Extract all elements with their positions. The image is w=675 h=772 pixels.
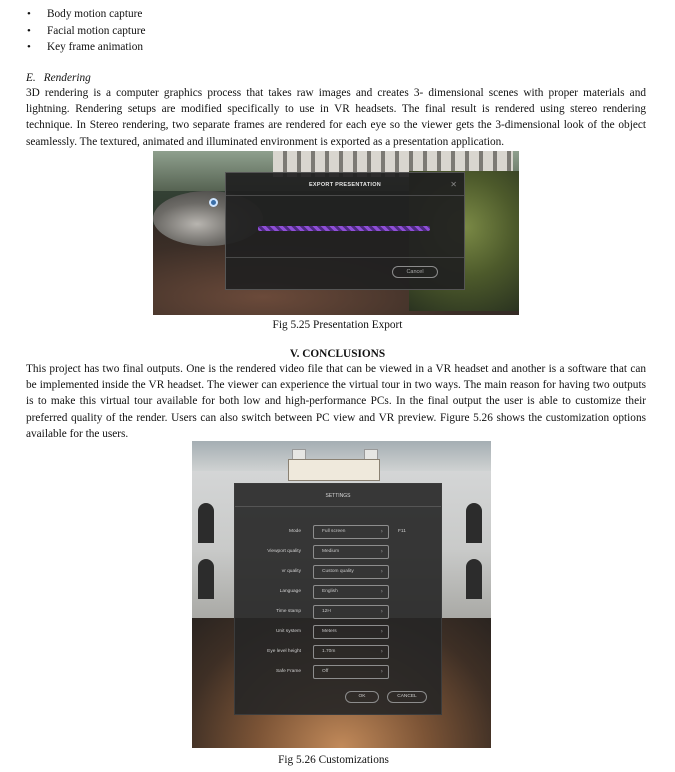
location-marker-icon[interactable]: [209, 198, 218, 207]
section-heading-rendering: [26, 70, 91, 86]
chevron-right-icon: ›: [380, 668, 383, 675]
shortcut-hint: F11: [398, 529, 406, 534]
bullet-list: [26, 6, 646, 56]
chevron-right-icon: ›: [380, 608, 383, 615]
section-heading-conclusions: V. CONCLUSIONS: [289, 348, 386, 360]
close-icon[interactable]: ✕: [450, 180, 457, 189]
setting-row-safe-frame: [235, 665, 441, 680]
bullet-text: Key frame animation: [47, 41, 143, 53]
setting-label: Time stamp: [276, 609, 301, 614]
cancel-button[interactable]: Cancel: [392, 266, 438, 278]
chevron-right-icon: ›: [380, 548, 383, 555]
unit-system-select[interactable]: [313, 625, 389, 639]
language-select[interactable]: [313, 585, 389, 599]
figure-presentation-export: [153, 151, 519, 315]
vr-quality-select[interactable]: [313, 565, 389, 579]
chevron-right-icon: ›: [380, 528, 383, 535]
bullet-icon: •: [27, 41, 31, 53]
conclusions-paragraph: This project has two final outputs. One is the rendered video file that can be viewed in a VR headset and another is a software that can be implemented inside the VR headset. The viewer can experience the virtual tour in two ways. The main reason for having two outputs is to make this virtual tour available for both low and high-performance PCs. In the final output the user is able to customize their preferred quality of the render. Users can also switch between PC view and VR preview. Figure 5.26 shows the customization options available for the users.: [26, 363, 646, 440]
setting-value: Medium: [322, 549, 340, 554]
rendering-paragraph: 3D rendering is a computer graphics process that takes raw images and creates 3- dimensional scenes with proper materials and lightning. Rendering setups are modified specifically to use in VR headsets. The final result is rendered using stereo rendering technique. In Stereo rendering, two separate frames are rendered for each eye so the viewer gets the 3-dimensional look of the object seamlessly. The textured, animated and illuminated environment is exported as a presentation application.: [26, 87, 646, 148]
viewport-quality-select[interactable]: [313, 545, 389, 559]
setting-row-time-stamp: [235, 605, 441, 620]
setting-label: Viewport quality: [267, 549, 301, 554]
time-stamp-select[interactable]: [313, 605, 389, 619]
setting-row-eye-level-height: [235, 645, 441, 660]
bullet-text: Body motion capture: [47, 8, 143, 20]
dialog-divider: [226, 195, 464, 196]
dialog-divider: [226, 257, 464, 258]
bullet-icon: •: [27, 8, 31, 20]
setting-row-vr-quality: [235, 565, 441, 580]
figure-customizations: [192, 441, 491, 748]
chevron-right-icon: ›: [380, 588, 383, 595]
settings-dialog: [234, 483, 442, 715]
chevron-right-icon: ›: [380, 628, 383, 635]
section-number: E.: [26, 72, 36, 84]
dialog-title: SETTINGS: [325, 493, 351, 499]
section-title: Rendering: [43, 72, 91, 84]
dialog-title: EXPORT PRESENTATION: [308, 182, 382, 188]
bullet-icon: •: [27, 24, 31, 37]
setting-value: English: [322, 589, 338, 594]
cancel-button[interactable]: CANCEL: [387, 691, 427, 703]
scene-window: [466, 503, 482, 543]
setting-label: Eye level height: [267, 649, 301, 654]
scene-window: [198, 503, 214, 543]
figure-caption: Fig 5.25 Presentation Export: [272, 319, 403, 331]
setting-label: vr quality: [281, 569, 301, 574]
setting-label: Safe Frame: [275, 669, 301, 674]
setting-row-mode: [235, 525, 441, 540]
setting-value: Off: [322, 669, 329, 674]
setting-row-language: [235, 585, 441, 600]
figure-caption: Fig 5.26 Customizations: [278, 754, 389, 766]
setting-value: 1.70m: [322, 649, 336, 654]
bullet-item: [26, 23, 646, 40]
building-sign: [288, 459, 380, 481]
bullet-item: [26, 39, 646, 56]
eye-level-height-input[interactable]: [313, 645, 389, 659]
dialog-divider: [235, 506, 441, 507]
setting-value: Custom quality: [322, 569, 354, 574]
setting-value: Full screen: [322, 529, 346, 534]
bullet-item: [26, 6, 646, 23]
ok-button[interactable]: OK: [345, 691, 379, 703]
setting-row-unit-system: [235, 625, 441, 640]
export-dialog: [225, 172, 465, 290]
setting-label: Unit system: [275, 629, 301, 634]
scene-window: [466, 559, 482, 599]
setting-label: Language: [279, 589, 301, 594]
export-progress-bar: [258, 226, 430, 231]
setting-row-viewport-quality: [235, 545, 441, 560]
setting-value: Meters: [322, 629, 337, 634]
chevron-right-icon: ›: [380, 568, 383, 575]
scene-window: [198, 559, 214, 599]
setting-label: Mode: [289, 529, 301, 534]
safe-frame-select[interactable]: [313, 665, 389, 679]
bullet-text: Facial motion capture: [47, 24, 146, 37]
mode-select[interactable]: [313, 525, 389, 539]
setting-value: 12H: [322, 609, 331, 614]
chevron-right-icon: ›: [380, 648, 383, 655]
